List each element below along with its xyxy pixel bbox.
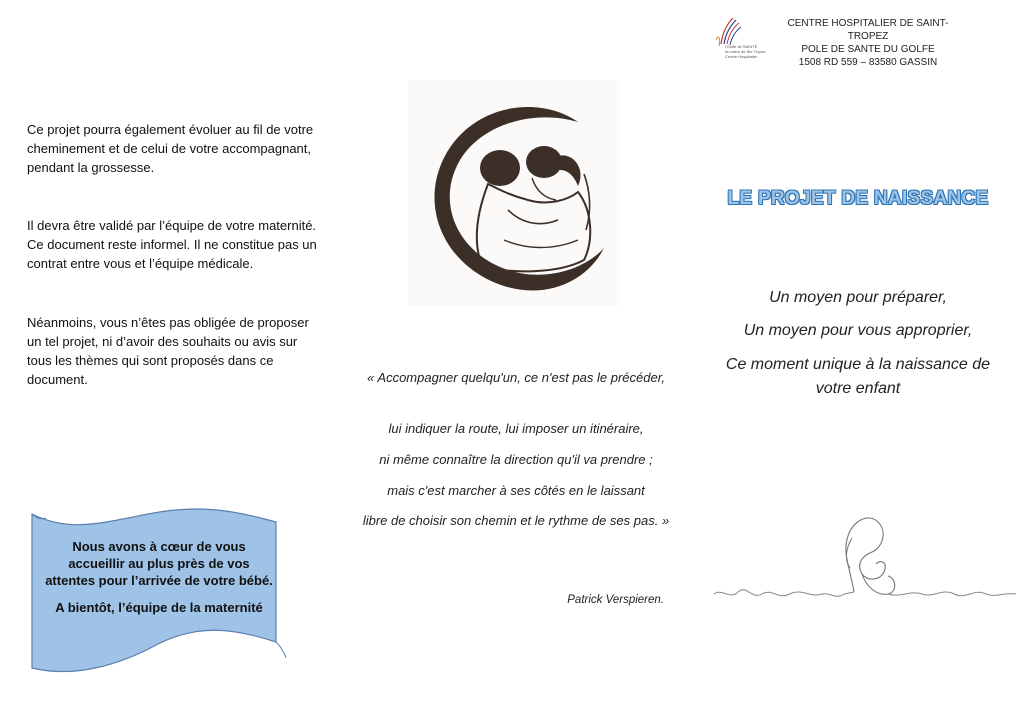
mother-child-drawing xyxy=(408,80,620,306)
mother-child-illustration xyxy=(408,80,620,306)
banner-welcome-text: Nous avons à cœur de vous accueillir au plus près de vos attentes pour l’arrivée de votre bébé. xyxy=(45,539,273,588)
quote-line: libre de choisir son chemin et le rythme de ses pas. » xyxy=(362,513,670,528)
banner-signoff-text: A bientôt, l’équipe de la maternité xyxy=(55,600,263,615)
tagline: Un moyen pour vous approprier, xyxy=(743,322,973,339)
quote-line: ni même connaître la direction qu'il va prendre ; xyxy=(379,452,653,467)
quote-line: mais c'est marcher à ses côtés en le laissant xyxy=(387,483,645,498)
line-art-drawing xyxy=(712,508,1018,612)
logo-text-line: l'Golfe de SAINTE xyxy=(725,44,758,49)
quote-line: « Accompagner quelqu'un, ce n'est pas le précéder, xyxy=(367,370,665,385)
tagline: Ce moment unique à la naissance de votre enfant xyxy=(725,356,991,397)
hospital-address xyxy=(768,17,968,69)
hospital-street: 1508 RD 559 – 83580 GASSIN xyxy=(798,57,938,68)
quote-line: lui indiquer la route, lui imposer un itinéraire, xyxy=(388,421,644,436)
paragraph-validation: Il devra être validé par l’équipe de votre maternité. Ce document reste informel. Il ne constitue pas un contrat entre vous et l’équipe médicale. xyxy=(27,218,317,271)
hospital-pole: POLE DE SANTE DU GOLFE xyxy=(801,44,935,55)
paragraph-evolution: Ce projet pourra également évoluer au fil de votre cheminement et de celui de votre accompagnant, pendant la grossesse. xyxy=(27,122,314,175)
hospital-name: CENTRE HOSPITALIER DE SAINT-TROPEZ xyxy=(787,18,949,42)
paragraph-not-mandatory: Néanmoins, vous n’êtes pas obligée de proposer un tel projet, ni d’avoir des souhaits ou avis sur tous les thèmes qui sont proposés dans ce document. xyxy=(27,315,309,387)
tagline: Un moyen pour préparer, xyxy=(769,289,947,306)
pregnant-woman-line-art xyxy=(712,508,1018,612)
document-title: LE PROJET DE NAISSANCE xyxy=(727,188,989,209)
quote-author: Patrick Verspieren. xyxy=(567,594,664,606)
logo-text-line: au cœur de Ste Tropez xyxy=(725,49,766,54)
hospital-logo xyxy=(713,14,773,62)
logo-text-line: Centre Hospitalier xyxy=(725,54,758,59)
welcome-banner xyxy=(28,506,290,680)
